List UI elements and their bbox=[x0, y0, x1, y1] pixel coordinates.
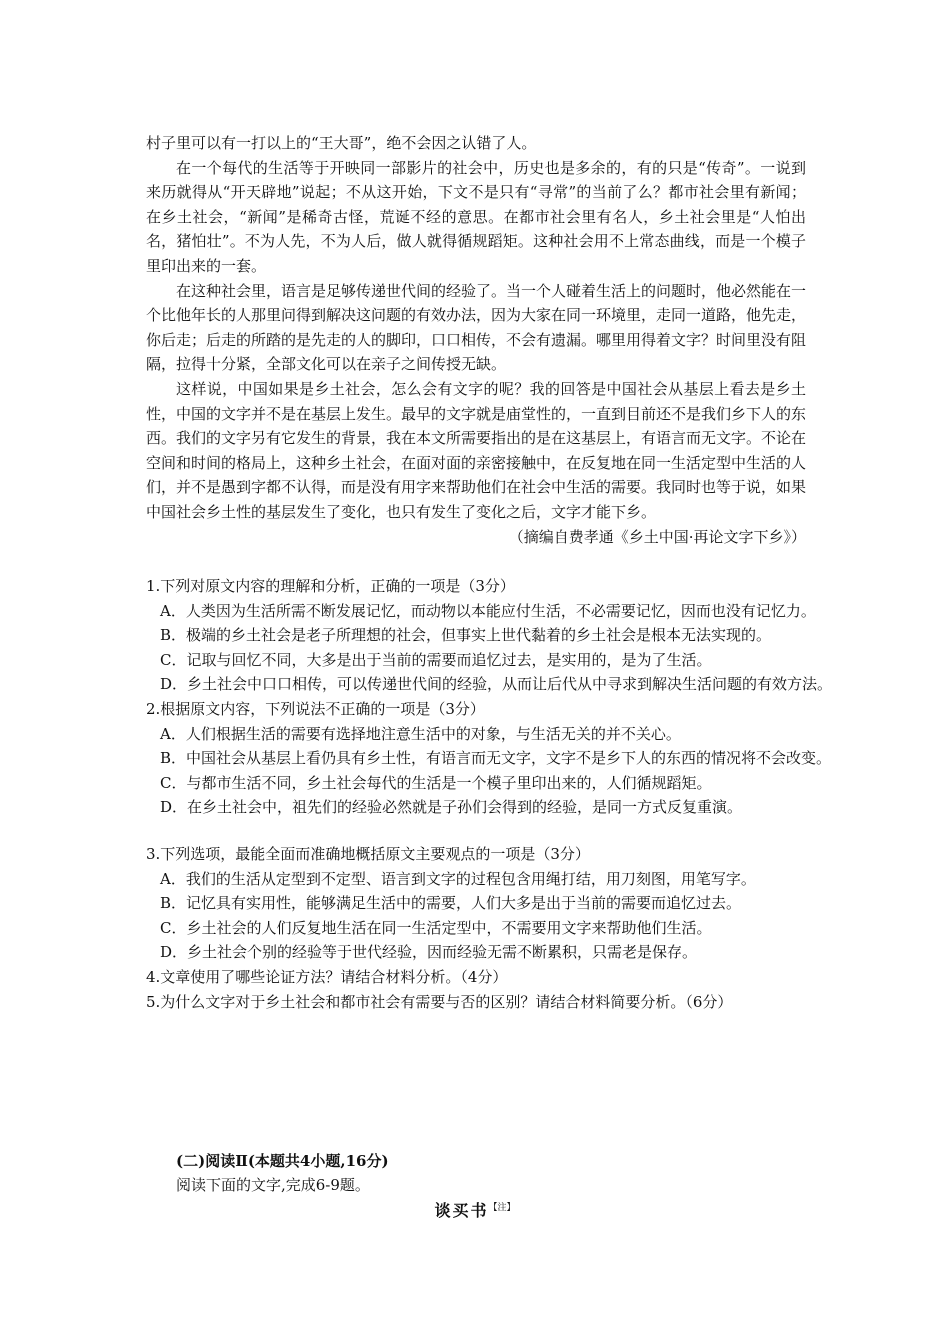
question-1-option-b: B．极端的乡土社会是老子所理想的社会，但事实上世代黏着的乡土社会是根本无法实现的。 bbox=[160, 626, 772, 645]
question-list bbox=[146, 574, 846, 1014]
question-1-option-d: D．乡土社会中口口相传，可以传递世代间的经验，从而让后代从中寻求到解决生活问题的有效方法。 bbox=[160, 675, 833, 694]
question-3-option-d: D．乡土社会个别的经验等于世代经验，因而经验无需不断累积，只需老是保存。 bbox=[160, 943, 698, 962]
question-1-option-c: C．记取与回忆不同，大多是出于当前的需要而追忆过去，是实用的，是为了生活。 bbox=[160, 650, 712, 669]
passage-paragraph-1: 村子里可以有一打以上的“王大哥”，绝不会因之认错了人。 bbox=[146, 134, 537, 152]
section-instruction: 阅读下面的文字,完成6-9题。 bbox=[176, 1176, 370, 1194]
section-reading-2 bbox=[176, 1149, 389, 1197]
reading-passage bbox=[146, 131, 806, 549]
question-3-option-c: C．乡土社会的人们反复地生活在同一生活定型中，不需要用文字来帮助他们生活。 bbox=[160, 918, 712, 937]
passage-paragraph-2: 在一个每代的生活等于开映同一部影片的社会中，历史也是多余的，有的只是“传奇”。一说到来历就得从“开天辟地”说起；不从这开始，下文不是只有“寻常”的当前了么？都市社会里有新闻；在乡土社会，“新闻”是稀奇古怪，荒诞不经的意思。在都市社会里有名人，乡土社会里是“人怕出名，猪怕壮”。不为人先，不为人后，做人就得循规蹈矩。这种社会用不上常态曲线，而是一个模子里印出来的一套。 bbox=[146, 158, 806, 275]
section-title: (二)阅读Ⅱ(本题共4小题,16分) bbox=[176, 1152, 389, 1170]
passage-paragraph-4: 这样说，中国如果是乡土社会，怎么会有文字的呢？我的回答是中国社会从基层上看去是乡土性，中国的文字并不是在基层上发生。最早的文字就是庙堂性的，一直到目前还不是我们乡下人的东西。我们的文字另有它发生的背景，我在本文所需要指出的是在这基层上，有语言而无文字。不论在空间和时间的格局上，这种乡土社会，在面对面的亲密接触中，在反复地在同一生活定型中生活的人们，并不是愚到字都不认得，而是没有用字来帮助他们在社会中生活的需要。我同时也等于说，如果中国社会乡土性的基层发生了变化，也只有发生了变化之后，文字才能下乡。 bbox=[146, 379, 807, 521]
passage-source: （摘编自费孝通《乡土中国·再论文字下乡》） bbox=[508, 527, 806, 546]
question-3-stem: 3.下列选项，最能全面而准确地概括原文主要观点的一项是（3分） bbox=[146, 844, 590, 863]
question-2 bbox=[146, 697, 846, 820]
essay-title-note: 【注】 bbox=[488, 1203, 516, 1213]
question-3 bbox=[146, 842, 846, 965]
question-2-option-b: B．中国社会从基层上看仍具有乡土性，有语言而无文字，文字不是乡下人的东西的情况将不会改变。 bbox=[160, 749, 832, 768]
question-2-stem: 2.根据原文内容，下列说法不正确的一项是（3分） bbox=[146, 699, 485, 718]
question-5-stem: 5.为什么文字对于乡土社会和都市社会有需要与否的区别？请结合材料简要分析。（6分） bbox=[146, 992, 733, 1011]
question-3-option-b: B．记忆具有实用性，能够满足生活中的需要，人们大多是出于当前的需要而追忆过去。 bbox=[160, 894, 742, 913]
essay-title bbox=[0, 1198, 950, 1221]
question-1 bbox=[146, 574, 846, 697]
spacer bbox=[146, 820, 846, 842]
passage-paragraph-3: 在这种社会里，语言是足够传递世代间的经验了。当一个人碰着生活上的问题时，他必然能在一个比他年长的人那里问得到解决这问题的有效办法，因为大家在同一环境里，走同一道路，他先走，你后走；后走的所踏的是先走的人的脚印，口口相传，不会有遗漏。哪里用得着文字？时间里没有阻隔，拉得十分紧，全部文化可以在亲子之间传授无缺。 bbox=[146, 281, 807, 374]
question-3-option-a: A．我们的生活从定型到不定型、语言到文字的过程包含用绳打结，用刀刻图，用笔写字。 bbox=[160, 869, 756, 888]
essay-title-text: 谈买书 bbox=[434, 1201, 489, 1220]
question-1-option-a: A．人类因为生活所需不断发展记忆，而动物以本能应付生活，不必需要记忆，因而也没有记忆力。 bbox=[160, 601, 816, 620]
question-2-option-c: C．与都市生活不同，乡土社会每代的生活是一个模子里印出来的，人们循规蹈矩。 bbox=[160, 773, 712, 792]
question-2-option-a: A．人们根据生活的需要有选择地注意生活中的对象，与生活无关的并不关心。 bbox=[160, 724, 681, 743]
question-2-option-d: D．在乡土社会中，祖先们的经验必然就是子孙们会得到的经验，是同一方式反复重演。 bbox=[160, 798, 743, 817]
question-1-stem: 1.下列对原文内容的理解和分析，正确的一项是（3分） bbox=[146, 577, 515, 595]
question-4-stem: 4.文章使用了哪些论证方法？请结合材料分析。（4分） bbox=[146, 967, 508, 986]
